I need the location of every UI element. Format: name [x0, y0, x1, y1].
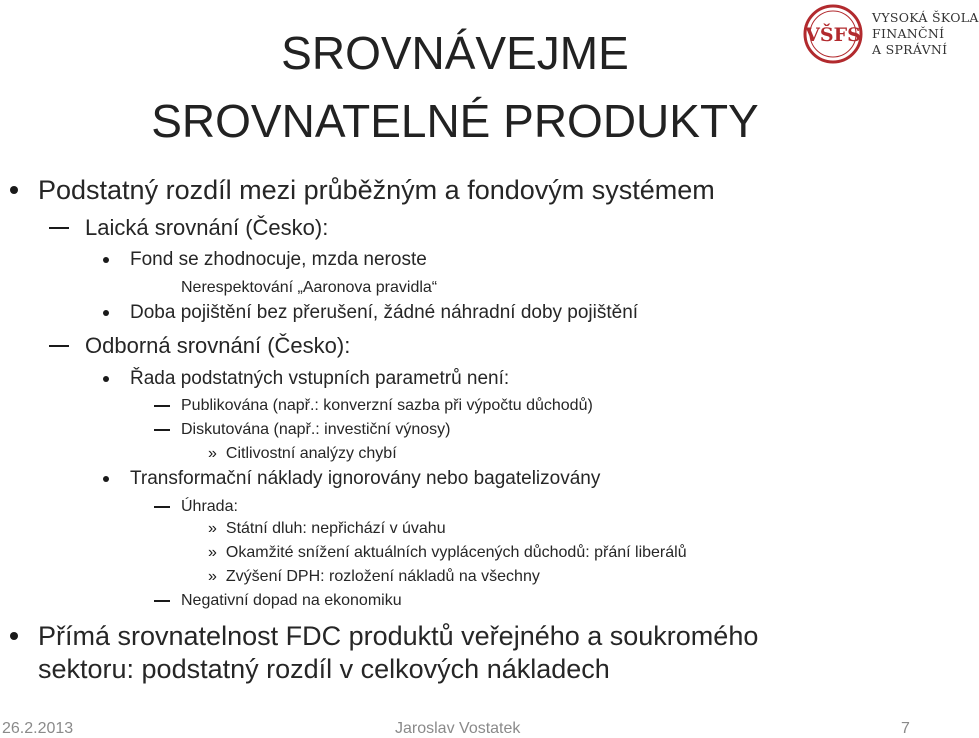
- bullet-dash-icon: [49, 227, 69, 229]
- footer-author: Jaroslav Vostatek: [395, 720, 521, 737]
- list-item: [154, 590, 402, 612]
- bullet-raquo-icon: »: [208, 445, 217, 462]
- list-item: [154, 395, 593, 417]
- list-item-text: Diskutována (např.: investiční výnosy): [181, 421, 451, 438]
- bullet-dash-icon: [154, 429, 170, 431]
- logo-monogram: VŠFS: [805, 24, 861, 46]
- bullet-dot-icon: [103, 476, 109, 482]
- list-item: [10, 618, 758, 654]
- list-item: [208, 542, 687, 564]
- list-item: [10, 172, 715, 208]
- bullet-dash-icon: [154, 506, 170, 508]
- list-item: [103, 300, 638, 326]
- bullet-dash-icon: [49, 345, 69, 347]
- bullet-dot-icon: [103, 310, 109, 316]
- slide-title-line-1: SROVNÁVEJME: [281, 27, 629, 79]
- list-item: [181, 277, 437, 299]
- list-item-text: Doba pojištění bez přerušení, žádné náhradní doby pojištění: [130, 302, 639, 323]
- logo-line-2: FINANČNÍ: [872, 26, 945, 41]
- list-item-text: Negativní dopad na ekonomiku: [181, 592, 402, 609]
- list-item: [103, 247, 427, 273]
- list-item: [208, 443, 397, 465]
- list-item: [49, 331, 350, 361]
- list-item-text: Nerespektování „Aaronova pravidla“: [181, 279, 438, 296]
- list-item-text: Fond se zhodnocuje, mzda neroste: [130, 249, 427, 270]
- bullet-dash-icon: [154, 600, 170, 602]
- list-item-text: Úhrada:: [181, 498, 238, 515]
- list-item: [154, 419, 450, 441]
- list-item: [154, 496, 238, 518]
- list-item-text: Zvýšení DPH: rozložení nákladů na všechny: [225, 568, 540, 585]
- bullet-raquo-icon: »: [208, 568, 217, 585]
- footer-date: 26.2.2013: [2, 720, 74, 737]
- list-item: [208, 566, 540, 588]
- vsfs-seal-icon: [802, 4, 866, 64]
- logo-text: [872, 10, 979, 58]
- slide-title-line-2: SROVNATELNÉ PRODUKTY: [151, 95, 759, 147]
- footer-page-number: 7: [901, 720, 910, 737]
- logo-line-1: VYSOKÁ ŠKOLA: [872, 10, 979, 25]
- list-item-text: Přímá srovnatelnost FDC produktů veřejného a soukromého: [38, 620, 759, 651]
- list-item-continuation: [38, 651, 610, 687]
- bullet-raquo-icon: »: [208, 544, 217, 561]
- list-item-text: Státní dluh: nepřichází v úvahu: [225, 520, 446, 537]
- list-item-text: Podstatný rozdíl mezi průběžným a fondovým systémem: [38, 174, 715, 205]
- list-item: [208, 518, 446, 540]
- list-item: [49, 213, 328, 243]
- list-item: [103, 366, 509, 392]
- list-item-text: Odborná srovnání (Česko):: [85, 333, 351, 358]
- bullet-dash-icon: [154, 405, 170, 407]
- list-item-text: sektoru: podstatný rozdíl v celkových nákladech: [38, 653, 610, 684]
- list-item: [103, 466, 600, 492]
- list-item-text: Řada podstatných vstupních parametrů není:: [130, 368, 510, 389]
- bullet-dot-icon: [103, 376, 109, 382]
- list-item-text: Publikována (např.: konverzní sazba při výpočtu důchodů): [181, 397, 593, 414]
- bullet-dot-icon: [10, 632, 18, 640]
- bullet-raquo-icon: »: [208, 520, 217, 537]
- list-item-text: Citlivostní analýzy chybí: [225, 445, 397, 462]
- list-item-text: Okamžité snížení aktuálních vyplácených důchodů: přání liberálů: [225, 544, 687, 561]
- bullet-dot-icon: [103, 257, 109, 263]
- list-item-text: Laická srovnání (Česko):: [85, 215, 329, 240]
- logo-line-3: A SPRÁVNÍ: [872, 42, 948, 57]
- list-item-text: Transformační náklady ignorovány nebo bagatelizovány: [130, 468, 601, 489]
- bullet-dot-icon: [10, 186, 18, 194]
